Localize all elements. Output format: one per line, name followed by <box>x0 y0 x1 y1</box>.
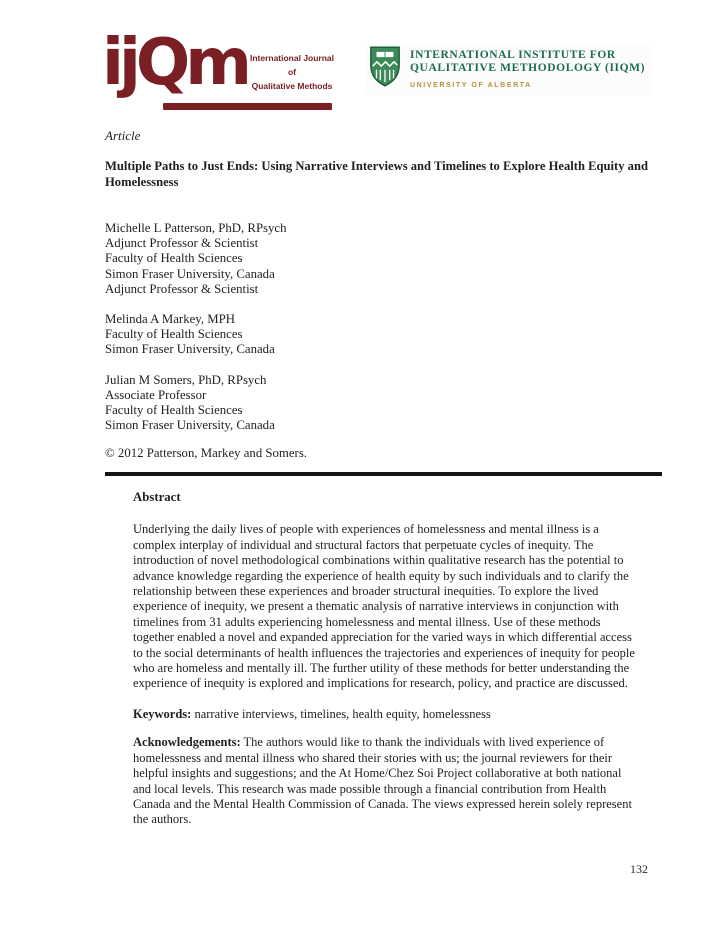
acknowledgements-paragraph <box>133 735 635 827</box>
iiqm-institute-logo <box>366 44 651 95</box>
author-affiliation: Faculty of Health Sciences <box>105 251 243 266</box>
copyright-line: © 2012 Patterson, Markey and Somers. <box>105 446 308 460</box>
keywords-line <box>133 707 635 722</box>
ijqm-name-line: International Journal <box>249 53 335 63</box>
author-list <box>105 221 287 448</box>
author-affiliation: Simon Fraser University, Canada <box>105 418 275 433</box>
author-affiliation: Simon Fraser University, Canada <box>105 266 275 281</box>
abstract-heading: Abstract <box>133 490 181 504</box>
ijqm-journal-name <box>246 51 338 93</box>
abstract-text: Underlying the daily lives of people with experiences of homelessness and mental illness is a complex interplay of individual and structural factors that perpetuate cycles of inequity. The introduction of novel methodological combinations within qualitative research has the potential to advance knowledge regarding the experience of health equity by such individuals and to clarify the relationship between these experiences and broader structural inequities. To explore the lived experience of inequity, we present a thematic analysis of narrative interviews in conjunction with timelines from 31 adults experiencing homelessness and mental illness. Use of these methods together enabled a novel and expanded appreciation for the varied ways in which differential access to the social determinants of health influences the trajectories and experiences of inequity for people who are homeless and mentally ill. The further utility of these methods for better understanding the experience of inequity is explored and implications for research, policy, and practice are discussed. <box>133 522 635 691</box>
article-type-label: Article <box>105 128 141 143</box>
author-affiliation: Adjunct Professor & Scientist <box>105 281 259 296</box>
keywords-text: narrative interviews, timelines, health equity, homelessness <box>194 706 491 721</box>
iiqm-institute-name: INTERNATIONAL INSTITUTE FOR QUALITATIVE METHODOLOGY (IIQM) <box>410 49 646 74</box>
author-name: Michelle L Patterson, PhD, RPsych <box>105 221 287 235</box>
author-name: Melinda A Markey, MPH <box>105 312 235 327</box>
author-affiliation: Adjunct Professor & Scientist <box>105 236 259 251</box>
iiqm-text-block <box>410 46 645 89</box>
ijqm-wordmark-icon: ijQm <box>102 26 247 100</box>
author-block <box>105 373 287 434</box>
author-block <box>105 312 287 358</box>
abstract-section <box>133 490 635 828</box>
author-block <box>105 221 287 297</box>
acknowledgements-label: Acknowledgements: <box>133 735 241 750</box>
university-of-alberta-crest-icon <box>368 46 402 88</box>
author-affiliation: Simon Fraser University, Canada <box>105 342 275 357</box>
keywords-label: Keywords: <box>133 706 192 721</box>
author-affiliation: Faculty of Health Sciences <box>105 327 243 342</box>
ijqm-journal-logo <box>102 26 335 113</box>
author-affiliation: Associate Professor <box>105 387 207 402</box>
section-divider-rule <box>105 472 662 476</box>
article-title: Multiple Paths to Just Ends: Using Narrative Interviews and Timelines to Explore Health Equity and Homelessness <box>105 159 648 189</box>
acknowledgements-text: The authors would like to thank the individuals with lived experience of homelessness and mental illness who shared their stories with us; the journal reviewers for their helpful insights and suggestions; and the At Home/Chez Soi Project collaborative at both national and local levels. This research was made possible through a financial contribution from Health Canada and the Mental Health Commission of Canada. The views expressed herein solely represent the authors. <box>133 735 632 827</box>
ijqm-name-line: of <box>287 67 297 77</box>
page-number: 132 <box>630 862 648 876</box>
university-name: UNIVERSITY OF ALBERTA <box>410 82 532 89</box>
ijqm-underline-bar <box>163 103 332 110</box>
ijqm-name-line: Qualitative Methods <box>251 81 333 91</box>
author-affiliation: Faculty of Health Sciences <box>105 403 243 418</box>
author-name: Julian M Somers, PhD, RPsych <box>105 372 267 387</box>
